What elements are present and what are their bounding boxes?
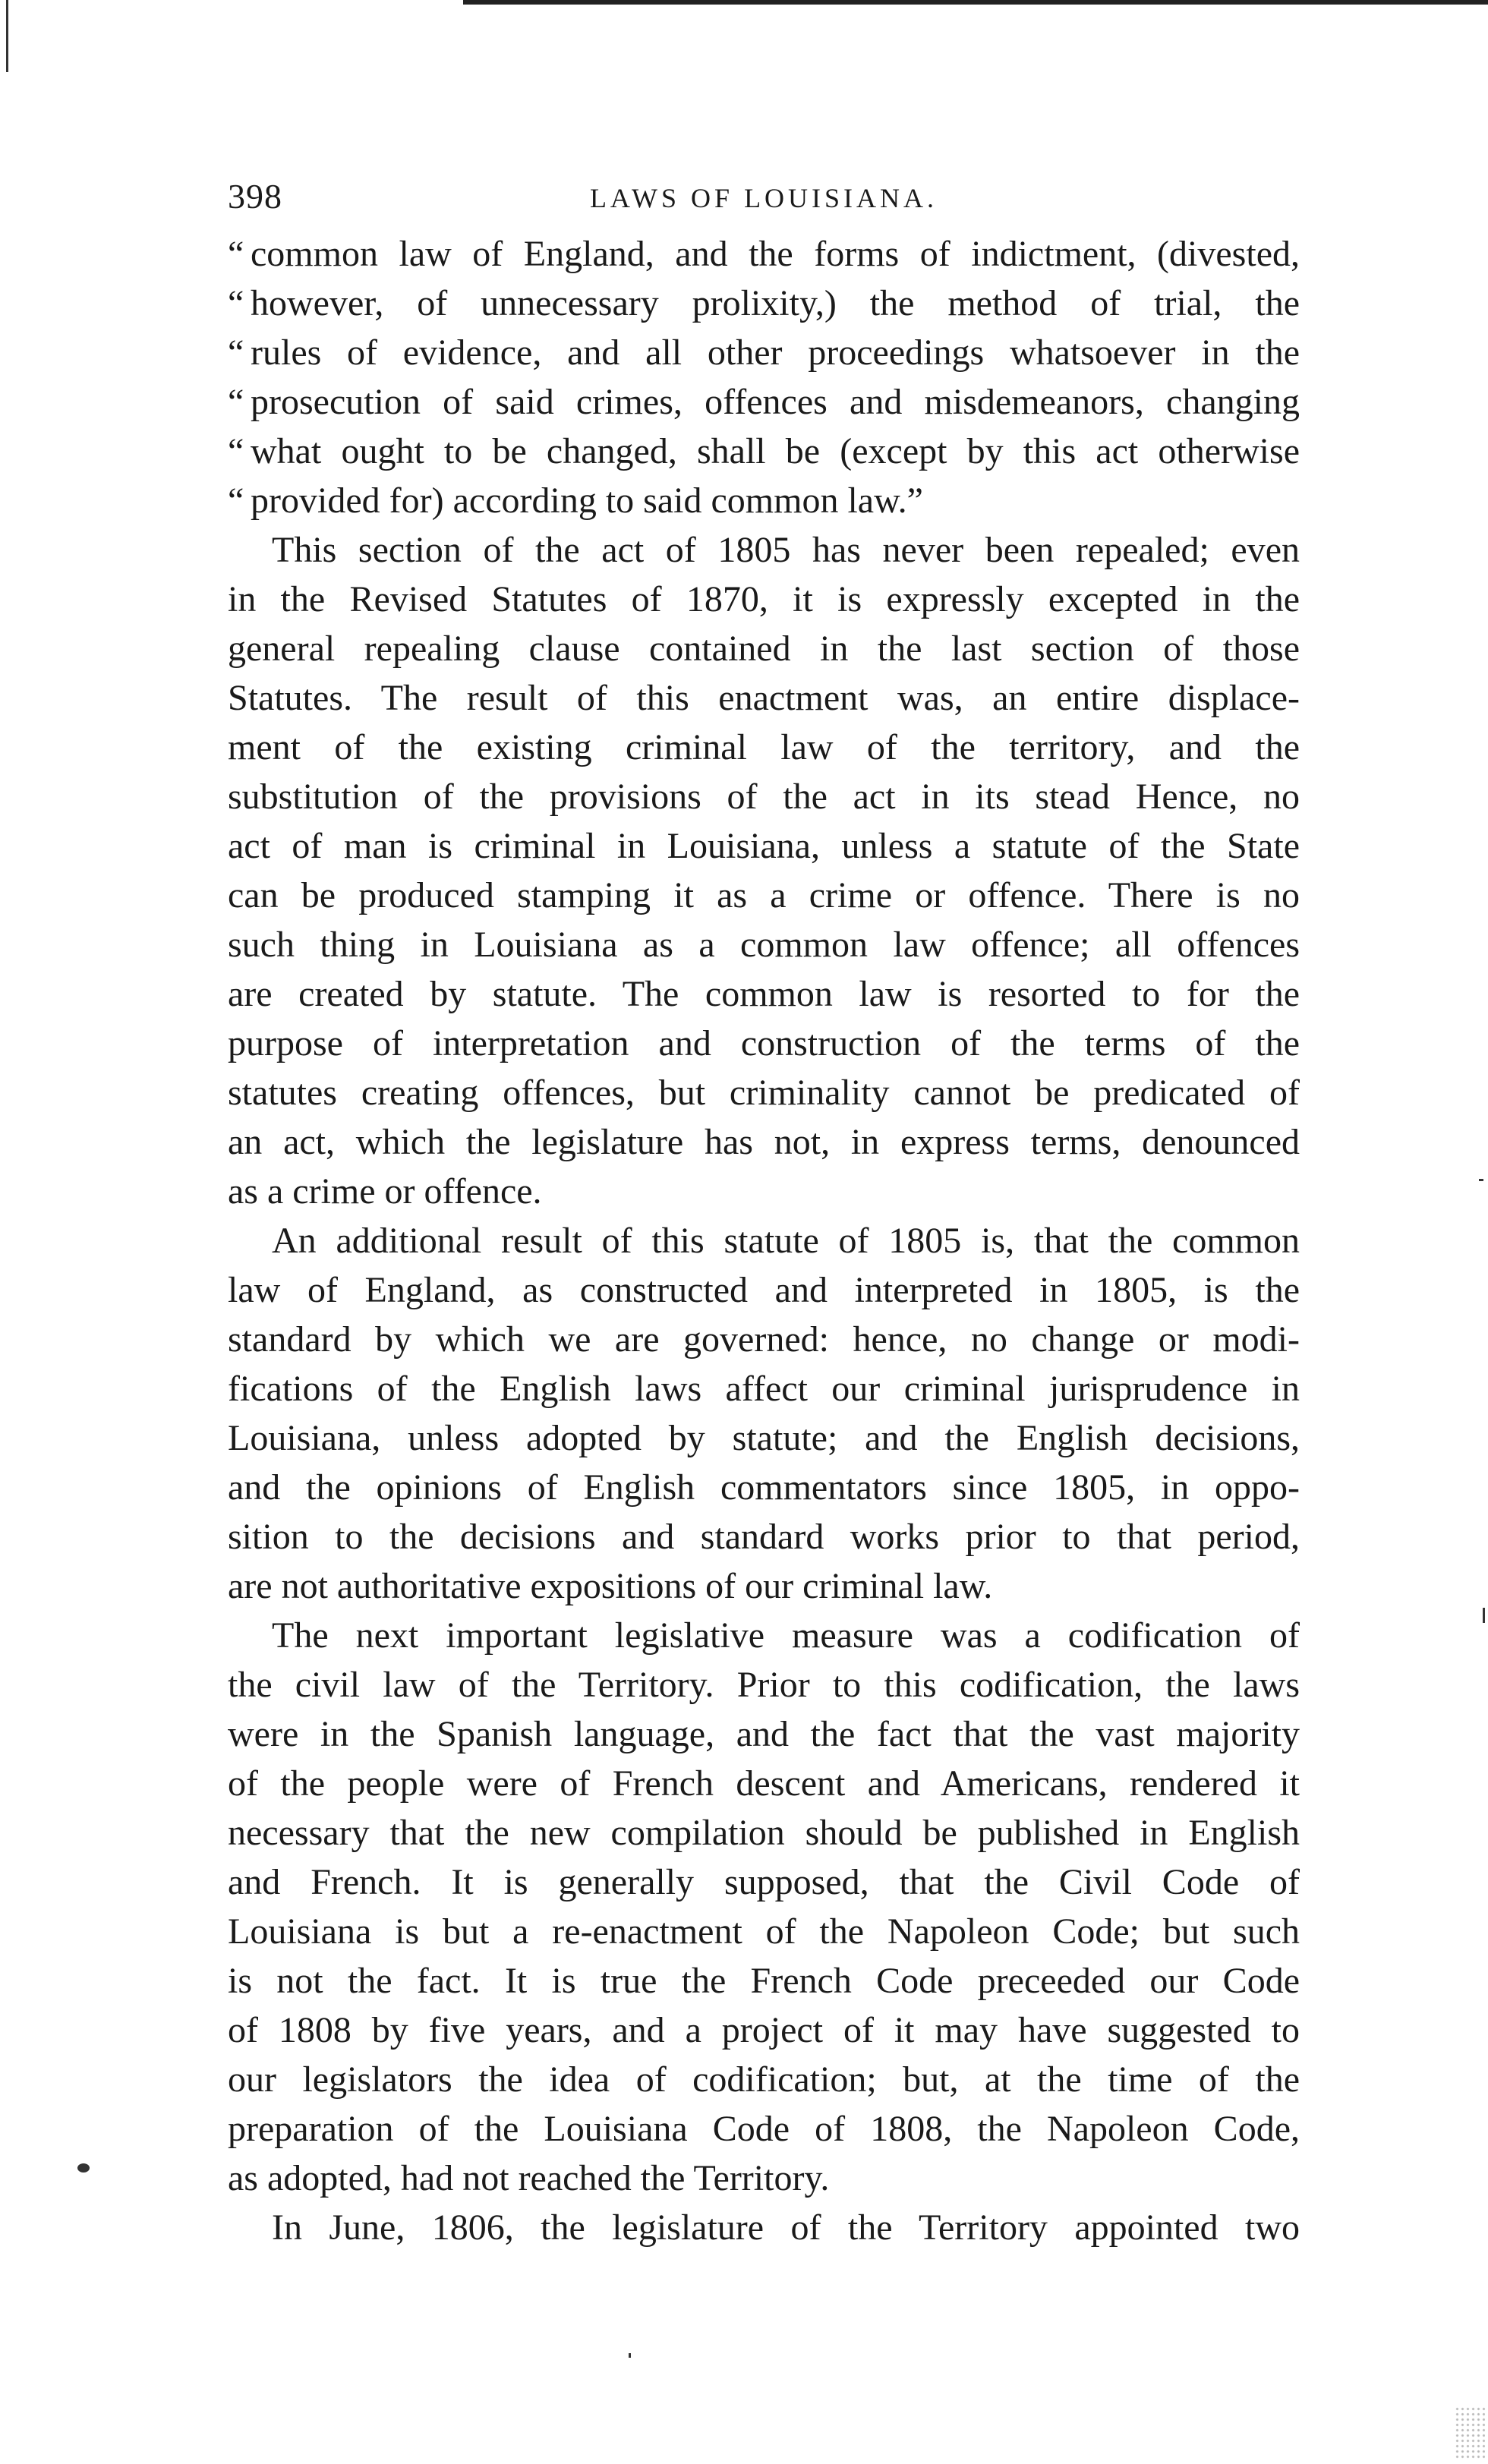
text-line: preparation of the Louisiana Code of 1808, the Napoleon Code, (228, 2109, 1300, 2149)
text-line: necessary that the new compilation should be published in English (228, 1813, 1300, 1853)
text-line (228, 427, 1300, 476)
line-text: rules of evidence, and all other proceedings whatsoever in the (251, 332, 1300, 373)
text-line: such thing in Louisiana as a common law offence; all offences (228, 925, 1300, 965)
paragraph-first-line: The next important legislative measure was a codification of (272, 1615, 1300, 1656)
text-line: standard by which we are governed: hence, no change or modi- (228, 1319, 1300, 1360)
line-text: however, of unnecessary prolixity,) the method of trial, the (251, 283, 1300, 323)
text-line: the civil law of the Territory. Prior to this codification, the laws (228, 1665, 1300, 1705)
text-line: ment of the existing criminal law of the territory, and the (228, 727, 1300, 767)
text-line (228, 328, 1300, 377)
text-line: is not the fact. It is true the French Code preceeded our Code (228, 1961, 1300, 2001)
text-line: are not authoritative expositions of our criminal law. (228, 1566, 993, 1606)
corner-specks (1455, 2406, 1485, 2459)
quote-mark: “ (228, 332, 244, 373)
text-line: and French. It is generally supposed, that the Civil Code of (228, 1862, 1300, 1902)
text-line: are created by statute. The common law is resorted to for the (228, 974, 1300, 1014)
text-line: Louisiana, unless adopted by statute; and the English decisions, (228, 1418, 1300, 1458)
text-line: Statutes. The result of this enactment was, an entire displace- (228, 678, 1300, 718)
margin-speck (1479, 1179, 1483, 1181)
text-line (228, 279, 1300, 328)
line-text: prosecution of said crimes, offences and misdemeanors, changing (251, 382, 1300, 422)
text-line: our legislators the idea of codification; but, at the time of the (228, 2059, 1300, 2100)
text-line (228, 229, 1300, 279)
ink-blot (77, 2163, 90, 2173)
text-line (228, 476, 1300, 525)
text-line: law of England, as constructed and interpreted in 1805, is the (228, 1270, 1300, 1310)
paragraph-first-line: An additional result of this statute of 1805 is, that the common (272, 1221, 1300, 1261)
quote-mark: “ (228, 481, 244, 521)
quote-mark: “ (228, 283, 244, 323)
paragraph-first-line: This section of the act of 1805 has never been repealed; even (272, 530, 1300, 570)
text-line: were in the Spanish language, and the fact that the vast majority (228, 1714, 1300, 1754)
text-line: an act, which the legislature has not, in express terms, denounced (228, 1122, 1300, 1162)
book-page (228, 176, 1300, 2252)
text-line: purpose of interpretation and construction of the terms of the (228, 1023, 1300, 1063)
text-line: substitution of the provisions of the act in its stead Hence, no (228, 777, 1300, 817)
text-line: of the people were of French descent and Americans, rendered it (228, 1763, 1300, 1804)
running-head (228, 176, 1300, 229)
text-line: act of man is criminal in Louisiana, unless a statute of the State (228, 826, 1300, 866)
page-number: 398 (228, 177, 282, 216)
text-line: in the Revised Statutes of 1870, it is expressly excepted in the (228, 579, 1300, 619)
text-line: as adopted, had not reached the Territory. (228, 2158, 830, 2198)
text-line: can be produced stamping it as a crime or offence. There is no (228, 875, 1300, 915)
text-line: of 1808 by five years, and a project of it may have suggested to (228, 2010, 1300, 2050)
text-line: and the opinions of English commentators since 1805, in oppo- (228, 1467, 1300, 1508)
margin-speck (1483, 1608, 1485, 1623)
line-text: common law of England, and the forms of indictment, (divested, (251, 234, 1300, 274)
line-text: provided for) according to said common law.” (251, 481, 923, 521)
line-text: what ought to be changed, shall be (except by this act otherwise (251, 431, 1300, 471)
quote-mark: “ (228, 234, 244, 274)
quote-mark: “ (228, 431, 244, 471)
text-line: fications of the English laws affect our criminal jurisprudence in (228, 1369, 1300, 1409)
text-line (228, 377, 1300, 427)
body-text (228, 229, 1300, 2252)
page-edge-mark (6, 0, 8, 72)
quote-mark: “ (228, 382, 244, 422)
text-line: sition to the decisions and standard works prior to that period, (228, 1517, 1300, 1557)
margin-speck (629, 2353, 631, 2358)
top-border-rule (463, 0, 1488, 5)
text-line: as a crime or offence. (228, 1171, 542, 1212)
text-line: general repealing clause contained in the last section of those (228, 629, 1300, 669)
paragraph-first-line: In June, 1806, the legislature of the Territory appointed two (272, 2207, 1300, 2248)
running-title: LAWS OF LOUISIANA. (589, 183, 938, 213)
text-line: statutes creating offences, but criminality cannot be predicated of (228, 1073, 1300, 1113)
text-line: Louisiana is but a re-enactment of the Napoleon Code; but such (228, 1911, 1300, 1952)
